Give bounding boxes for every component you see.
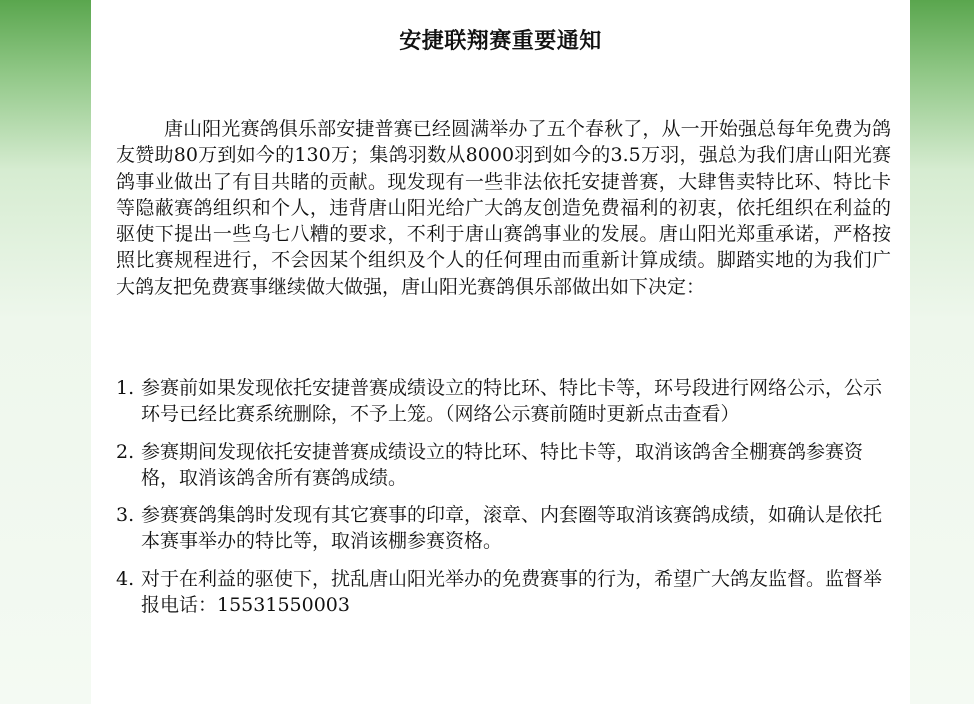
decision-item-number: 1.: [116, 377, 135, 399]
notice-title: 安捷联翔赛重要通知: [399, 28, 602, 54]
decision-item-text: 参赛期间发现依托安捷普赛成绩设立的特比环、特比卡等，取消该鸽舍全棚赛鸽参赛资格，取消该鸽舍所有赛鸽成绩。: [141, 440, 864, 489]
decision-item-1: [116, 375, 891, 428]
decision-item-3: [116, 502, 891, 555]
notice-document: [91, 0, 910, 704]
decision-item-4: [116, 566, 891, 619]
decision-list: [116, 375, 891, 629]
decision-item-text: 对于在利益的驱使下，扰乱唐山阳光举办的免费赛事的行为，希望广大鸽友监督。监督举报电话：15531550003: [141, 567, 883, 617]
decision-item-text: 参赛前如果发现依托安捷普赛成绩设立的特比环、特比卡等，环号段进行网络公示，公示环号已经比赛系统删除，不予上笼。（网络公示赛前随时更新点击查看）: [141, 377, 883, 426]
decision-item-number: 2.: [116, 440, 135, 463]
decision-item-number: 3.: [116, 504, 135, 527]
notice-intro-paragraph: 唐山阳光赛鸽俱乐部安捷普赛已经圆满举办了五个春秋了，从一开始强总每年免费为鸽友赞助80万到如今的130万；集鸽羽数从8000羽到如今的3.5万羽，强总为我们唐山阳光赛鸽事业做出了有目共睹的贡献。现发现有一些非法依托安捷普赛，大肆售卖特比环、特比卡等隐蔽赛鸽组织和个人，违背唐山阳光给广大鸽友创造免费福利的初衷，依托组织在利益的驱使下提出一些乌七八糟的要求，不利于唐山赛鸽事业的发展。唐山阳光郑重承诺，严格按照比赛规程进行，不会因某个组织及个人的任何理由而重新计算成绩。脚踏实地的为我们广大鸽友把免费赛事继续做大做强，唐山阳光赛鸽俱乐部做出如下决定：: [116, 118, 891, 298]
decision-item-text: 参赛赛鸽集鸽时发现有其它赛事的印章，滚章、内套圈等取消该赛鸽成绩，如确认是依托本赛事举办的特比等，取消该棚参赛资格。: [141, 504, 883, 553]
decision-item-number: 4.: [116, 567, 135, 590]
decision-item-2: [116, 439, 891, 492]
